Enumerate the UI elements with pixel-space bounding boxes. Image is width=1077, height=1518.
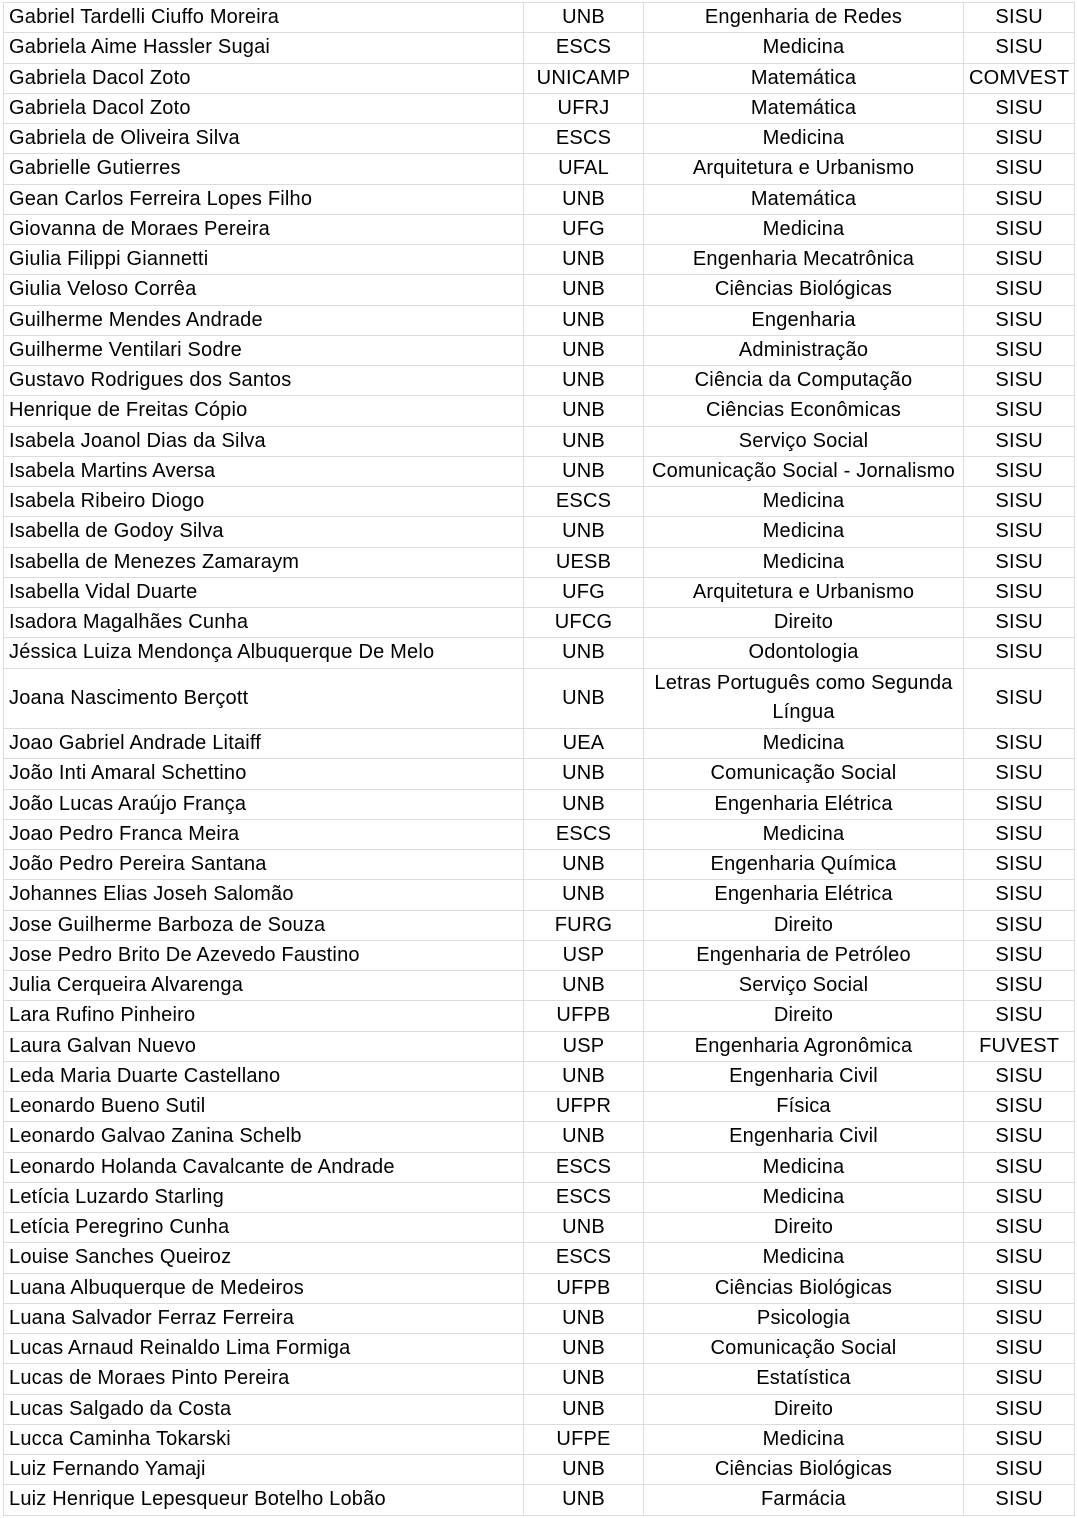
course-cell: Medicina — [644, 819, 964, 849]
table-row — [4, 1394, 1075, 1424]
course-cell: Matemática — [644, 184, 964, 214]
table-row — [4, 154, 1075, 184]
student-name-cell: Gustavo Rodrigues dos Santos — [4, 366, 524, 396]
student-name-cell: Luana Albuquerque de Medeiros — [4, 1273, 524, 1303]
institution-cell: UNB — [524, 668, 644, 729]
table-row — [4, 1092, 1075, 1122]
student-name-cell: Isadora Magalhães Cunha — [4, 608, 524, 638]
table-row — [4, 577, 1075, 607]
selection-process-cell: SISU — [964, 154, 1075, 184]
table-row — [4, 608, 1075, 638]
institution-cell: UESB — [524, 547, 644, 577]
student-name-cell: Leda Maria Duarte Castellano — [4, 1061, 524, 1091]
student-name-cell: Isabela Joanol Dias da Silva — [4, 426, 524, 456]
student-name-cell: Luiz Fernando Yamaji — [4, 1455, 524, 1485]
institution-cell: UFG — [524, 214, 644, 244]
course-cell: Psicologia — [644, 1303, 964, 1333]
institution-cell: UNB — [524, 1364, 644, 1394]
institution-cell: UNB — [524, 850, 644, 880]
selection-process-cell: SISU — [964, 305, 1075, 335]
student-name-cell: Leonardo Bueno Sutil — [4, 1092, 524, 1122]
student-name-cell: Joao Pedro Franca Meira — [4, 819, 524, 849]
student-name-cell: Letícia Luzardo Starling — [4, 1182, 524, 1212]
selection-process-cell: SISU — [964, 366, 1075, 396]
table-row — [4, 1303, 1075, 1333]
results-table-body — [4, 3, 1075, 1516]
selection-process-cell: SISU — [964, 1243, 1075, 1273]
selection-process-cell: SISU — [964, 1485, 1075, 1515]
student-name-cell: Gabriela de Oliveira Silva — [4, 124, 524, 154]
selection-process-cell: SISU — [964, 1092, 1075, 1122]
student-name-cell: Guilherme Mendes Andrade — [4, 305, 524, 335]
course-cell: Medicina — [644, 1182, 964, 1212]
institution-cell: UFPR — [524, 1092, 644, 1122]
student-name-cell: Luana Salvador Ferraz Ferreira — [4, 1303, 524, 1333]
table-row — [4, 910, 1075, 940]
student-name-cell: Isabela Ribeiro Diogo — [4, 487, 524, 517]
institution-cell: UNB — [524, 1122, 644, 1152]
student-name-cell: Giulia Filippi Giannetti — [4, 245, 524, 275]
student-name-cell: Isabela Martins Aversa — [4, 456, 524, 486]
course-cell: Medicina — [644, 1424, 964, 1454]
course-cell: Ciências Econômicas — [644, 396, 964, 426]
course-cell: Física — [644, 1092, 964, 1122]
table-row — [4, 668, 1075, 729]
table-row — [4, 1152, 1075, 1182]
institution-cell: UNICAMP — [524, 63, 644, 93]
institution-cell: UNB — [524, 245, 644, 275]
institution-cell: ESCS — [524, 819, 644, 849]
institution-cell: UNB — [524, 396, 644, 426]
table-row — [4, 245, 1075, 275]
course-cell: Direito — [644, 1394, 964, 1424]
institution-cell: USP — [524, 1031, 644, 1061]
selection-process-cell: SISU — [964, 1334, 1075, 1364]
institution-cell: UNB — [524, 1213, 644, 1243]
student-name-cell: Leonardo Galvao Zanina Schelb — [4, 1122, 524, 1152]
student-name-cell: Guilherme Ventilari Sodre — [4, 335, 524, 365]
table-row — [4, 1243, 1075, 1273]
selection-process-cell: SISU — [964, 547, 1075, 577]
student-name-cell: João Pedro Pereira Santana — [4, 850, 524, 880]
institution-cell: USP — [524, 940, 644, 970]
institution-cell: UNB — [524, 971, 644, 1001]
institution-cell: UNB — [524, 1061, 644, 1091]
student-name-cell: Giovanna de Moraes Pereira — [4, 214, 524, 244]
course-cell: Odontologia — [644, 638, 964, 668]
course-cell: Medicina — [644, 487, 964, 517]
institution-cell: ESCS — [524, 1243, 644, 1273]
selection-process-cell: SISU — [964, 517, 1075, 547]
student-name-cell: Lara Rufino Pinheiro — [4, 1001, 524, 1031]
selection-process-cell: SISU — [964, 1213, 1075, 1243]
table-row — [4, 1455, 1075, 1485]
table-row — [4, 93, 1075, 123]
course-cell: Comunicação Social — [644, 1334, 964, 1364]
table-row — [4, 184, 1075, 214]
course-cell: Engenharia Química — [644, 850, 964, 880]
student-name-cell: Giulia Veloso Corrêa — [4, 275, 524, 305]
table-row — [4, 517, 1075, 547]
course-cell: Estatística — [644, 1364, 964, 1394]
institution-cell: UNB — [524, 638, 644, 668]
course-cell: Engenharia de Petróleo — [644, 940, 964, 970]
student-name-cell: Lucas Salgado da Costa — [4, 1394, 524, 1424]
institution-cell: UNB — [524, 1394, 644, 1424]
selection-process-cell: SISU — [964, 1152, 1075, 1182]
course-cell: Medicina — [644, 1243, 964, 1273]
institution-cell: UEA — [524, 729, 644, 759]
institution-cell: UNB — [524, 456, 644, 486]
institution-cell: ESCS — [524, 1152, 644, 1182]
selection-process-cell: SISU — [964, 93, 1075, 123]
student-name-cell: Julia Cerqueira Alvarenga — [4, 971, 524, 1001]
table-row — [4, 971, 1075, 1001]
course-cell: Direito — [644, 1001, 964, 1031]
course-cell: Farmácia — [644, 1485, 964, 1515]
table-row — [4, 1122, 1075, 1152]
course-cell: Serviço Social — [644, 971, 964, 1001]
student-name-cell: Lucas de Moraes Pinto Pereira — [4, 1364, 524, 1394]
selection-process-cell: SISU — [964, 1394, 1075, 1424]
institution-cell: UNB — [524, 335, 644, 365]
selection-process-cell: SISU — [964, 1303, 1075, 1333]
course-cell: Medicina — [644, 33, 964, 63]
selection-process-cell: SISU — [964, 577, 1075, 607]
course-cell: Engenharia — [644, 305, 964, 335]
institution-cell: UFPE — [524, 1424, 644, 1454]
table-row — [4, 1031, 1075, 1061]
student-name-cell: Johannes Elias Joseh Salomão — [4, 880, 524, 910]
institution-cell: ESCS — [524, 487, 644, 517]
table-row — [4, 1213, 1075, 1243]
institution-cell: UNB — [524, 366, 644, 396]
table-row — [4, 819, 1075, 849]
course-cell: Ciência da Computação — [644, 366, 964, 396]
selection-process-cell: SISU — [964, 1455, 1075, 1485]
course-cell: Engenharia Civil — [644, 1122, 964, 1152]
table-row — [4, 366, 1075, 396]
course-cell: Direito — [644, 910, 964, 940]
student-name-cell: Isabella de Menezes Zamaraym — [4, 547, 524, 577]
selection-process-cell: SISU — [964, 3, 1075, 33]
table-row — [4, 33, 1075, 63]
selection-process-cell: SISU — [964, 275, 1075, 305]
course-cell: Arquitetura e Urbanismo — [644, 577, 964, 607]
selection-process-cell: SISU — [964, 729, 1075, 759]
student-name-cell: Joao Gabriel Andrade Litaiff — [4, 729, 524, 759]
selection-process-cell: SISU — [964, 184, 1075, 214]
course-cell: Serviço Social — [644, 426, 964, 456]
selection-process-cell: SISU — [964, 245, 1075, 275]
institution-cell: UFPB — [524, 1273, 644, 1303]
student-name-cell: Gabriela Dacol Zoto — [4, 63, 524, 93]
selection-process-cell: SISU — [964, 214, 1075, 244]
institution-cell: ESCS — [524, 124, 644, 154]
table-row — [4, 124, 1075, 154]
student-name-cell: João Inti Amaral Schettino — [4, 759, 524, 789]
table-row — [4, 1182, 1075, 1212]
table-row — [4, 275, 1075, 305]
student-name-cell: Jose Pedro Brito De Azevedo Faustino — [4, 940, 524, 970]
selection-process-cell: FUVEST — [964, 1031, 1075, 1061]
student-name-cell: Henrique de Freitas Cópio — [4, 396, 524, 426]
institution-cell: UFPB — [524, 1001, 644, 1031]
course-cell: Engenharia Mecatrônica — [644, 245, 964, 275]
student-name-cell: Isabella Vidal Duarte — [4, 577, 524, 607]
institution-cell: UNB — [524, 759, 644, 789]
student-name-cell: Laura Galvan Nuevo — [4, 1031, 524, 1061]
student-name-cell: Lucca Caminha Tokarski — [4, 1424, 524, 1454]
student-name-cell: Leonardo Holanda Cavalcante de Andrade — [4, 1152, 524, 1182]
institution-cell: UNB — [524, 880, 644, 910]
table-row — [4, 214, 1075, 244]
course-cell: Comunicação Social — [644, 759, 964, 789]
institution-cell: UNB — [524, 1303, 644, 1333]
selection-process-cell: SISU — [964, 1182, 1075, 1212]
institution-cell: ESCS — [524, 1182, 644, 1212]
table-row — [4, 880, 1075, 910]
course-cell: Direito — [644, 608, 964, 638]
student-name-cell: João Lucas Araújo França — [4, 789, 524, 819]
selection-process-cell: SISU — [964, 124, 1075, 154]
student-name-cell: Isabella de Godoy Silva — [4, 517, 524, 547]
course-cell: Ciências Biológicas — [644, 1455, 964, 1485]
student-name-cell: Lucas Arnaud Reinaldo Lima Formiga — [4, 1334, 524, 1364]
selection-process-cell: SISU — [964, 1061, 1075, 1091]
course-cell: Medicina — [644, 1152, 964, 1182]
selection-process-cell: SISU — [964, 940, 1075, 970]
course-cell: Engenharia de Redes — [644, 3, 964, 33]
student-name-cell: Gabriel Tardelli Ciuffo Moreira — [4, 3, 524, 33]
course-cell: Engenharia Elétrica — [644, 880, 964, 910]
student-name-cell: Louise Sanches Queiroz — [4, 1243, 524, 1273]
institution-cell: UNB — [524, 275, 644, 305]
institution-cell: UNB — [524, 1334, 644, 1364]
selection-process-cell: SISU — [964, 426, 1075, 456]
course-cell: Medicina — [644, 124, 964, 154]
institution-cell: UFCG — [524, 608, 644, 638]
course-cell: Medicina — [644, 517, 964, 547]
table-row — [4, 487, 1075, 517]
course-cell: Engenharia Agronômica — [644, 1031, 964, 1061]
institution-cell: UFG — [524, 577, 644, 607]
selection-process-cell: SISU — [964, 456, 1075, 486]
table-row — [4, 63, 1075, 93]
selection-process-cell: SISU — [964, 335, 1075, 365]
table-row — [4, 1061, 1075, 1091]
table-row — [4, 305, 1075, 335]
selection-process-cell: SISU — [964, 1273, 1075, 1303]
course-cell: Arquitetura e Urbanismo — [644, 154, 964, 184]
selection-process-cell: SISU — [964, 850, 1075, 880]
selection-process-cell: SISU — [964, 487, 1075, 517]
institution-cell: UFRJ — [524, 93, 644, 123]
course-cell: Matemática — [644, 93, 964, 123]
selection-process-cell: SISU — [964, 638, 1075, 668]
selection-process-cell: SISU — [964, 1424, 1075, 1454]
course-cell: Matemática — [644, 63, 964, 93]
course-cell: Letras Português como Segunda Língua — [644, 668, 964, 729]
table-row — [4, 789, 1075, 819]
table-row — [4, 335, 1075, 365]
student-name-cell: Gabriela Dacol Zoto — [4, 93, 524, 123]
institution-cell: ESCS — [524, 33, 644, 63]
course-cell: Medicina — [644, 729, 964, 759]
table-row — [4, 850, 1075, 880]
selection-process-cell: SISU — [964, 819, 1075, 849]
table-row — [4, 1485, 1075, 1515]
institution-cell: UFAL — [524, 154, 644, 184]
selection-process-cell: SISU — [964, 668, 1075, 729]
table-row — [4, 547, 1075, 577]
table-row — [4, 1001, 1075, 1031]
selection-process-cell: SISU — [964, 33, 1075, 63]
student-name-cell: Gabrielle Gutierres — [4, 154, 524, 184]
selection-process-cell: SISU — [964, 759, 1075, 789]
selection-process-cell: SISU — [964, 1122, 1075, 1152]
table-row — [4, 1364, 1075, 1394]
selection-process-cell: SISU — [964, 880, 1075, 910]
selection-process-cell: COMVEST — [964, 63, 1075, 93]
course-cell: Comunicação Social - Jornalismo — [644, 456, 964, 486]
table-row — [4, 729, 1075, 759]
selection-process-cell: SISU — [964, 396, 1075, 426]
course-cell: Direito — [644, 1213, 964, 1243]
selection-process-cell: SISU — [964, 1364, 1075, 1394]
institution-cell: UNB — [524, 426, 644, 456]
student-name-cell: Letícia Peregrino Cunha — [4, 1213, 524, 1243]
selection-process-cell: SISU — [964, 910, 1075, 940]
course-cell: Ciências Biológicas — [644, 275, 964, 305]
table-row — [4, 940, 1075, 970]
table-row — [4, 1424, 1075, 1454]
course-cell: Engenharia Elétrica — [644, 789, 964, 819]
student-name-cell: Jose Guilherme Barboza de Souza — [4, 910, 524, 940]
table-row — [4, 3, 1075, 33]
course-cell: Administração — [644, 335, 964, 365]
course-cell: Ciências Biológicas — [644, 1273, 964, 1303]
selection-process-cell: SISU — [964, 608, 1075, 638]
institution-cell: UNB — [524, 517, 644, 547]
institution-cell: UNB — [524, 789, 644, 819]
student-name-cell: Gean Carlos Ferreira Lopes Filho — [4, 184, 524, 214]
selection-process-cell: SISU — [964, 971, 1075, 1001]
student-name-cell: Luiz Henrique Lepesqueur Botelho Lobão — [4, 1485, 524, 1515]
institution-cell: UNB — [524, 305, 644, 335]
table-row — [4, 1334, 1075, 1364]
institution-cell: UNB — [524, 3, 644, 33]
course-cell: Medicina — [644, 547, 964, 577]
student-name-cell: Jéssica Luiza Mendonça Albuquerque De Melo — [4, 638, 524, 668]
course-cell: Engenharia Civil — [644, 1061, 964, 1091]
table-row — [4, 456, 1075, 486]
student-name-cell: Joana Nascimento Berçott — [4, 668, 524, 729]
selection-process-cell: SISU — [964, 789, 1075, 819]
table-row — [4, 426, 1075, 456]
institution-cell: FURG — [524, 910, 644, 940]
table-row — [4, 638, 1075, 668]
course-cell: Medicina — [644, 214, 964, 244]
institution-cell: UNB — [524, 184, 644, 214]
institution-cell: UNB — [524, 1485, 644, 1515]
table-row — [4, 396, 1075, 426]
selection-process-cell: SISU — [964, 1001, 1075, 1031]
student-name-cell: Gabriela Aime Hassler Sugai — [4, 33, 524, 63]
institution-cell: UNB — [524, 1455, 644, 1485]
table-row — [4, 759, 1075, 789]
results-table — [3, 2, 1075, 1516]
table-row — [4, 1273, 1075, 1303]
